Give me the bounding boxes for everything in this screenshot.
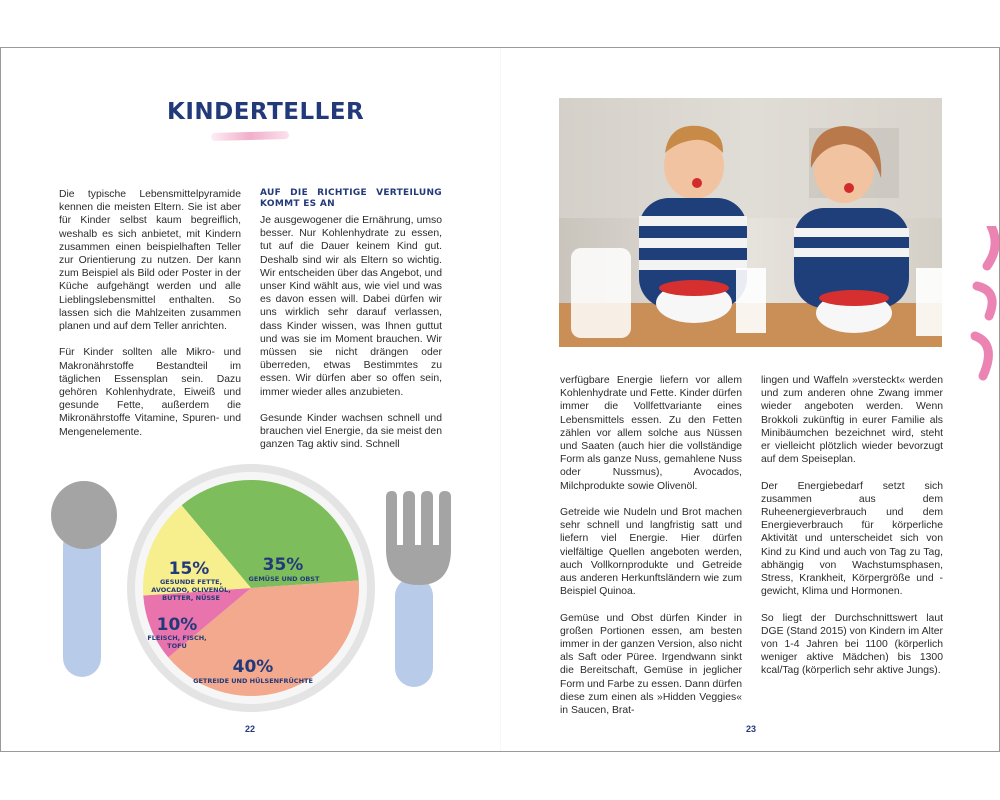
title-brush-stroke (211, 131, 289, 141)
paragraph: lingen und Waffeln »versteckt« werden und zum anderen ohne Zwang immer wieder angeboten werden. Wenn Brokkoli zukünftig in eurer Familie als Minibäumchen bezeichnet wird, steht er vielleicht plötzlich wieder bevorzugt auf dem Speiseplan. (761, 375, 943, 466)
segment-percent-fats: 15% (168, 559, 210, 579)
segment-label-fats-line3: BUTTER, NÜSSE (162, 594, 220, 602)
page-number-right: 23 (746, 724, 757, 734)
segment-label-protein-line1: FLEISCH, FISCH, (147, 634, 207, 642)
segment-label-vegetables: GEMÜSE UND OBST (248, 575, 320, 583)
children-eating-strawberries-photo (559, 98, 942, 347)
right-column-1 (560, 374, 742, 730)
paragraph: Der Energiebedarf setzt sich zusammen aus dem Ruheenergieverbrauch und dem Energieverbrauch für körperliche Aktivität und unterscheidet sich von Kind zu Kind und auch von Tag zu Tag, abhängig von Wachstumsphasen, Stress, Krankheit, Körpergröße und -gewicht, Klima und Hormonen. (761, 480, 943, 598)
section-subheading: AUF DIE RICHTIGE VERTEILUNG KOMMT ES AN (260, 188, 442, 209)
book-spine (500, 48, 501, 751)
paragraph: Gemüse und Obst dürfen Kinder in großen Portionen essen, am besten immer in der ganzen Version, also nicht als Saft oder Püree. Irgendwann sinkt die Bereitschaft, Gemüse in jeglicher Form und Farbe zu essen. Dann dürfen diese zum einen als »Hidden Veggies« in Saucen, Brat- (560, 612, 742, 717)
book-spread (0, 47, 1000, 752)
segment-percent-grains: 40% (232, 657, 274, 677)
paragraph: Die typische Lebensmittelpyramide kennen die meisten Eltern. Sie ist aber für Kinder selbst kaum begreiflich, weshalb es sich anbietet, mit Kindern zusammen einen beispielhaften Teller zur Orientierung zu nutzen. Der kann zum Beispiel als Bild oder Poster in der Küche aufgehängt werden und alle Lieblingslebensmittel enthalten. So lassen sich die Mahlzeiten zusammen planen und auf dem Teller anrichten. (59, 189, 241, 333)
right-column-2 (761, 374, 943, 691)
paragraph: verfügbare Energie liefern vor allem Kohlenhydrate und Fette. Kinder dürfen immer die Vollfettvariante eines Lebensmittels essen. Zu den Fetten zählen vor allem solche aus Nüssen und Saaten (auch hier die vollständige Form als ganze Nuss, gemahlene Nuss oder Nussmus), Avocados, Milchprodukte sowie Olivenöl. (560, 375, 742, 492)
segment-label-fats-line2: AVOCADO, OLIVENÖL, (151, 586, 231, 594)
background-below (0, 752, 1000, 800)
plate-infographic (41, 457, 471, 717)
segment-label-protein-line2: TOFU (167, 642, 187, 650)
spoon-icon (51, 481, 117, 677)
paragraph: So liegt der Durchschnittswert laut DGE (Stand 2015) von Kindern im Alter von 1-4 Jahren bei 1100 (körperlich weniger aktive Mädchen) bis 1300 kcal/Tag (körperlich sehr aktive Jungs). (761, 612, 943, 677)
segment-label-fats-line1: GESUNDE FETTE, (159, 578, 223, 586)
segment-percent-vegetables: 35% (262, 555, 304, 575)
left-column-1 (59, 188, 241, 452)
pink-brush-decoration (969, 226, 1000, 391)
paragraph: Für Kinder sollten alle Mikro- und Makronährstoffe Bestandteil im täglichen Essensplan sein. Dazu gehören Kohlenhydrate, Eiweiß und gesunde Fette, außerdem die Mikronährstoffe Vitamine, Spuren- und Mengenelemente. (59, 347, 241, 438)
page-title: KINDERTELLER (167, 99, 365, 125)
left-column-2 (260, 188, 442, 465)
segment-label-grains: GETREIDE UND HÜLSENFRÜCHTE (193, 677, 313, 685)
segment-percent-protein: 10% (156, 615, 198, 635)
fork-icon (386, 491, 451, 687)
paragraph: Je ausgewogener die Ernährung, umso besser. Nur Kohlenhydrate zu essen, tut auf die Dauer keinem Kind gut. Deshalb sind wir als Eltern so wichtig. Wir entscheiden über das Angebot, und unser Kind wählt aus, wie viel und was es davon essen will. Dabei dürfen wir uns wirklich sehr darauf verlassen, dass Kinder wissen, was Ihnen guttut und was sie im Moment brauchen. Wir müssen sie nicht drängen oder überreden, etwas Bestimmtes zu essen. Wir dürfen aber so offen sein, immer wieder alles anzubieten. (260, 215, 442, 398)
paragraph: Gesunde Kinder wachsen schnell und brauchen viel Energie, da sie meist den ganzen Tag aktiv sind. Schnell (260, 413, 442, 451)
page-number-left: 22 (245, 724, 256, 734)
paragraph: Getreide wie Nudeln und Brot machen sehr schnell und langfristig satt und liefern viel Energie. Hier dürfen vielfältige Quellen angeboten werden, auch Vollkornprodukte und Getreide aus anderen Herkunftsländern wie zum Beispiel Quinoa. (560, 507, 742, 598)
